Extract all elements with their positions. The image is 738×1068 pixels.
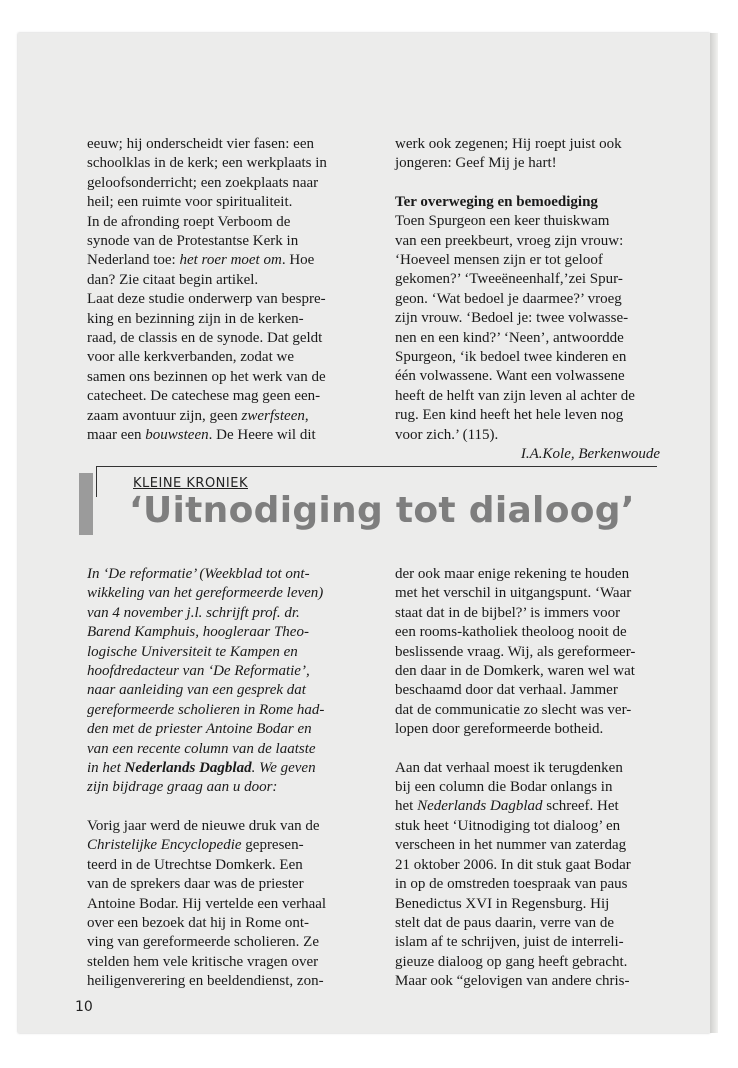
text-line (87, 836, 367, 855)
intro-line: naar aanleiding van een gesprek dat (87, 682, 306, 699)
text-line: dat de communicatie zo slecht was ver- (395, 701, 632, 718)
intro-line (87, 759, 367, 778)
text-line: zijn vrouw. ‘Bedoel je: twee volwasse- (395, 310, 629, 327)
text-line: over een bezoek dat hij in Rome ont- (87, 914, 310, 931)
text-line: synode van de Protestantse Kerk in (87, 233, 299, 250)
text-line: eeuw; hij onderscheidt vier fasen: een (87, 136, 314, 152)
text-line: dan? Zie citaat begin artikel. (87, 271, 259, 288)
text-line: rug. Een kind heeft het hele leven nog (395, 407, 624, 424)
intro-line: Barend Kamphuis, hoogleraar Theo- (87, 624, 309, 641)
text-line: nen en een kind?’ ‘Neen’, antwoordde (395, 329, 624, 346)
intro-line: zijn bijdrage graag aan u door: (87, 779, 278, 796)
intro-line: hoofdredacteur van ‘De Reformatie’, (87, 663, 310, 680)
text-line: king en bezinning zijn in de kerken- (87, 310, 304, 327)
text-line: geon. ‘Wat bedoel je daarmee?’ vroeg (395, 290, 622, 307)
intro-line: van 4 november j.l. schrijft prof. dr. (87, 604, 300, 621)
text-line: in op de omstreden toespraak van paus (395, 876, 628, 893)
section-kicker: KLEINE KRONIEK (133, 476, 248, 491)
bottom-left-column (87, 565, 367, 992)
text-line: een rooms-katholiek theoloog nooit de (395, 624, 627, 641)
text-segment: . Hoe (281, 252, 315, 269)
text-line: ‘Hoeveel mensen zijn er tot geloof (395, 252, 603, 269)
text-line: Aan dat verhaal moest ik terugdenken (395, 759, 623, 776)
text-line: bij een column die Bodar onlangs in (395, 779, 613, 796)
text-line: Benedictus XVI in Regensburg. Hij (395, 895, 610, 912)
page-number: 10 (75, 999, 93, 1015)
text-line: raad, de classis en de synode. Dat geldt (87, 330, 323, 347)
emphasis-text: Nederlands Dagblad (417, 798, 543, 815)
top-left-column (87, 135, 367, 446)
text-line: heiligenverering en beeldendienst, zon- (87, 973, 324, 990)
text-line: 21 oktober 2006. In dit stuk gaat Bodar (395, 856, 631, 873)
newspaper-name: Nederlands Dagblad (124, 760, 252, 777)
text-line: der ook maar enige rekening te houden (395, 566, 630, 582)
text-segment: in het (87, 760, 125, 777)
text-line: Laat deze studie onderwerp van bespre- (87, 291, 326, 308)
paragraph-gap (87, 798, 367, 817)
text-line: In de afronding roept Verboom de (87, 213, 291, 230)
intro-line: logische Universiteit te Kampen en (87, 643, 298, 660)
text-line: beschaamd door dat verhaal. Jammer (395, 682, 618, 699)
text-line: voor zich.’ (115). (395, 426, 499, 443)
text-segment: . De Heere wil dit (208, 427, 316, 444)
text-line: stuk heet ‘Uitnodiging tot dialoog’ en (395, 817, 621, 834)
text-segment: , (304, 407, 309, 424)
paragraph-gap (395, 740, 660, 759)
text-line: voor alle kerkverbanden, zodat we (87, 349, 294, 366)
text-line: gieuze dialoog op gang heeft gebracht. (395, 953, 628, 970)
text-segment: het (395, 798, 418, 815)
text-line (395, 797, 660, 816)
text-line: beslissende vraag. Wij, als gereformeer- (395, 643, 636, 660)
page-edge (710, 33, 718, 1033)
text-line: verscheen in het nummer van zaterdag (395, 837, 627, 854)
top-right-column (395, 135, 660, 465)
intro-line: In ‘De reformatie’ (Weekblad tot ont- (87, 566, 310, 582)
text-segment: Nederland toe: (87, 252, 180, 269)
text-segment: . We geven (251, 760, 316, 777)
emphasis-text: zwerfsteen (241, 407, 305, 424)
section-heading: Ter overweging en bemoediging (395, 193, 598, 210)
text-line: gekomen?’ ‘Tweeëneenhalf,’zei Spur- (395, 271, 623, 288)
text-line: Toen Spurgeon een keer thuiskwam (395, 213, 610, 230)
text-line: Maar ook “gelovigen van andere chris- (395, 973, 630, 990)
emphasis-text: bouwsteen (145, 427, 209, 444)
text-line: heil; een ruimte voor spiritualiteit. (87, 194, 293, 211)
text-line: Antoine Bodar. Hij vertelde een verhaal (87, 895, 327, 912)
text-line: stelt dat de paus daarin, verre van de (395, 914, 615, 931)
text-line: samen ons bezinnen op het werk van de (87, 368, 326, 385)
text-line: van de sprekers daar was de priester (87, 876, 304, 893)
text-line: met het verschil in uitgangspunt. ‘Waar (395, 585, 632, 602)
text-line: schoolklas in de kerk; een werkplaats in (87, 155, 327, 172)
article-headline: ‘Uitnodiging tot dialoog’ (129, 490, 635, 531)
author-signature: I.A.Kole, Berkenwoude (520, 446, 660, 463)
text-line: Vorig jaar werd de nieuwe druk van de (87, 817, 320, 834)
text-line: geloofsonderricht; een zoekplaats naar (87, 174, 319, 191)
text-line: ving van gereformeerde scholieren. Ze (87, 934, 319, 951)
text-line: jongeren: Geef Mij je hart! (395, 155, 557, 172)
text-line (87, 251, 367, 270)
text-segment: maar een (87, 427, 146, 444)
text-line: den daar in de Domkerk, waren wel wat (395, 663, 635, 680)
intro-line: wikkeling van het gereformeerde leven) (87, 585, 324, 602)
text-line (87, 407, 367, 426)
intro-line: gereformeerde scholieren in Rome had- (87, 701, 325, 718)
paragraph-gap (395, 174, 660, 193)
text-line: heeft de helft van zijn leven al achter de (395, 387, 635, 404)
text-line: werk ook zegenen; Hij roept juist ook (395, 136, 622, 152)
emphasis-text: het roer moet om (179, 252, 282, 269)
kicker-accent-bar (79, 473, 93, 535)
text-line: lopen door gereformeerde botheid. (395, 721, 604, 738)
text-segment: zaam avontuur zijn, geen (87, 407, 242, 424)
emphasis-text: Christelijke Encyclopedie (87, 837, 242, 854)
text-line: islam af te schrijven, juist de interreli- (395, 934, 624, 951)
text-segment: gepresen- (241, 837, 304, 854)
bottom-right-column (395, 565, 660, 992)
text-line: van een preekbeurt, vroeg zijn vrouw: (395, 232, 624, 249)
text-segment: schreef. Het (542, 798, 619, 815)
intro-line: den met de priester Antoine Bodar en (87, 721, 312, 738)
text-line: catecheet. De catechese mag geen een- (87, 388, 321, 405)
text-line: teerd in de Utrechtse Domkerk. Een (87, 856, 303, 873)
text-line (87, 426, 367, 445)
text-line: staat dat in de bijbel?’ is immers voor (395, 604, 621, 621)
text-line: Spurgeon, ‘ik bedoel twee kinderen en (395, 349, 627, 366)
intro-line: van een recente column van de laatste (87, 740, 316, 757)
text-line: stelden hem vele kritische vragen over (87, 953, 319, 970)
text-line: één volwassene. Want een volwassene (395, 368, 625, 385)
